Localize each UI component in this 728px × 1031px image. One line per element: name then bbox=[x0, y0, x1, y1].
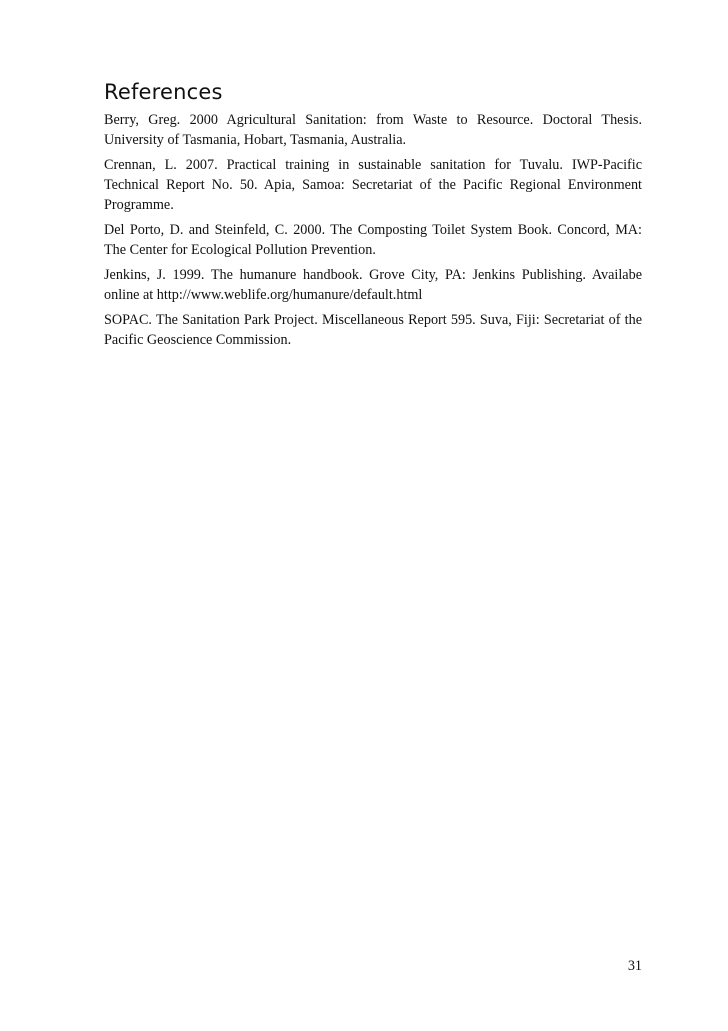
reference-entry-sopac: SOPAC. The Sanitation Park Project. Miscellaneous Report 595. Suva, Fiji: Secretariat of the Pacific Geoscience Commission. bbox=[104, 312, 642, 348]
reference-entry-crennan: Crennan, L. 2007. Practical training in sustainable sanitation for Tuvalu. IWP-Pacific Technical Report No. 50. Apia, Samoa: Secretariat of the Pacific Regional Environment Programme. bbox=[104, 157, 642, 213]
reference-entry-jenkins: Jenkins, J. 1999. The humanure handbook. Grove City, PA: Jenkins Publishing. Availabe online at http://www.weblife.org/humanure/default.html bbox=[104, 267, 642, 303]
reference-list bbox=[104, 110, 642, 355]
reference-entry-del-porto: Del Porto, D. and Steinfeld, C. 2000. The Composting Toilet System Book. Concord, MA: The Center for Ecological Pollution Prevention. bbox=[104, 222, 642, 258]
section-heading: References bbox=[104, 80, 223, 104]
page-number: 31 bbox=[627, 958, 642, 974]
reference-entry-berry: Berry, Greg. 2000 Agricultural Sanitation: from Waste to Resource. Doctoral Thesis. University of Tasmania, Hobart, Tasmania, Australia. bbox=[104, 112, 642, 148]
